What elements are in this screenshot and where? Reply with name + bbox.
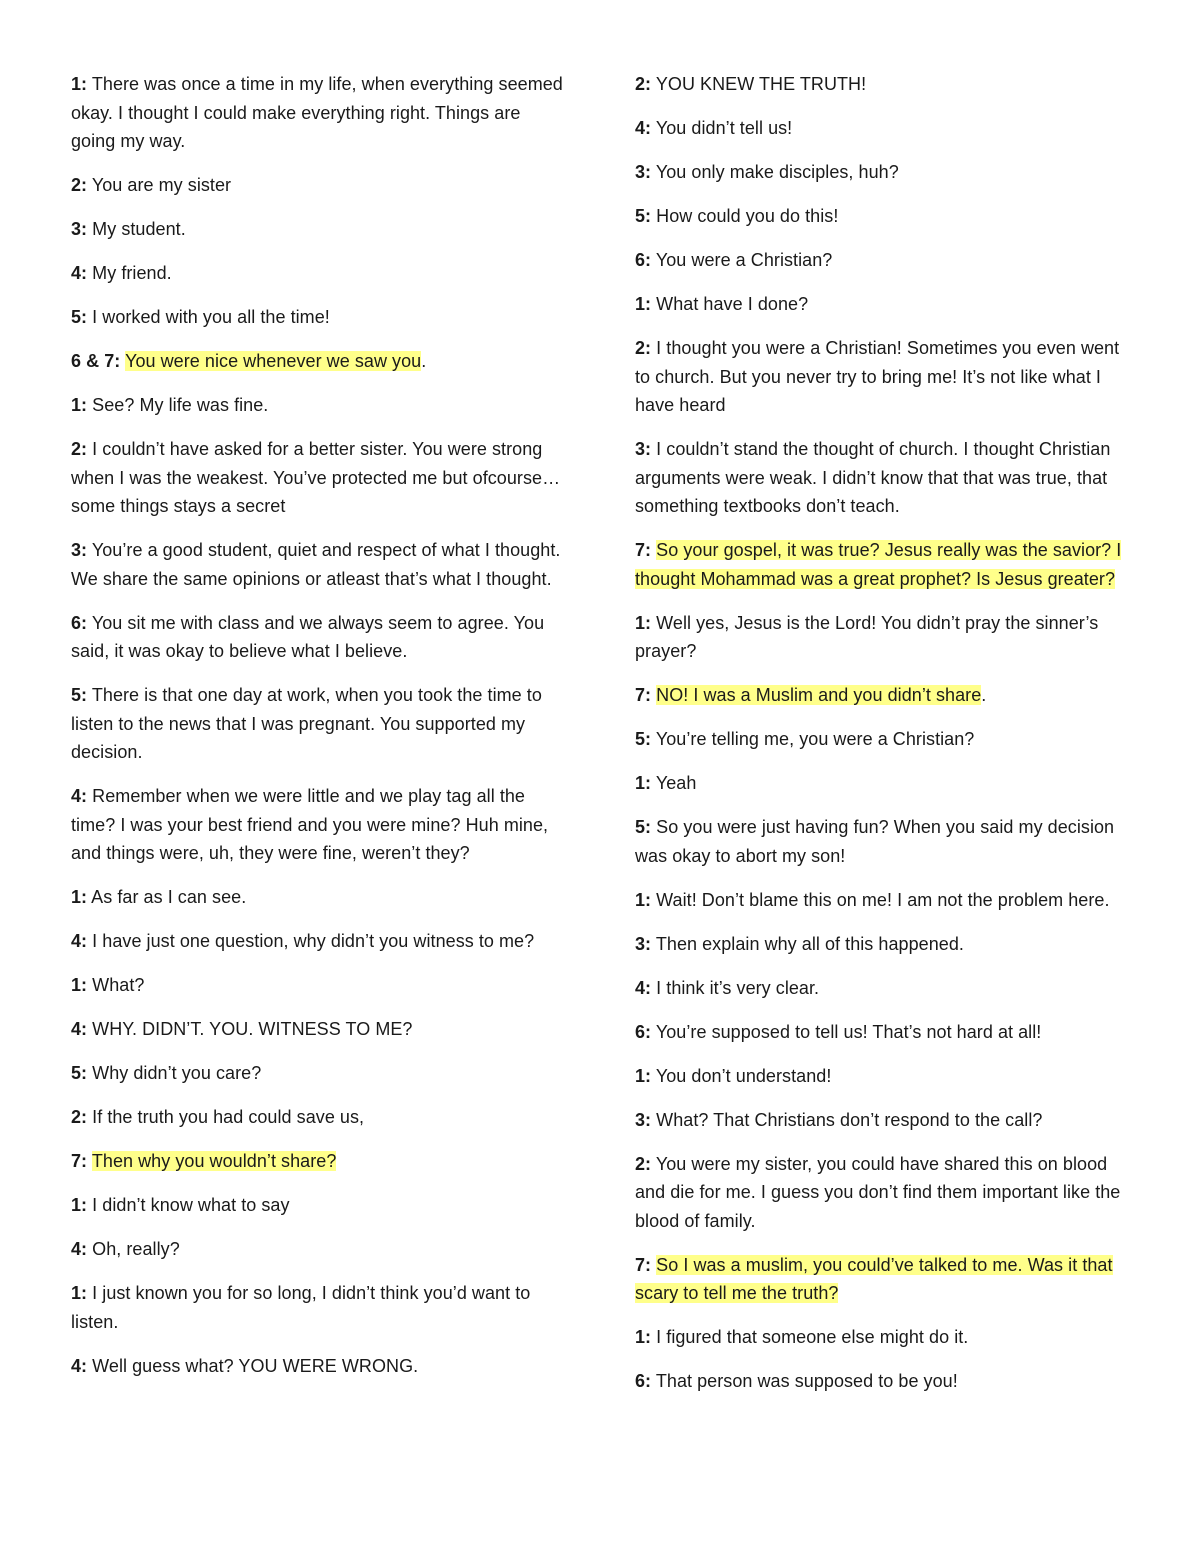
speaker-label: 4: [71, 1355, 88, 1376]
highlighted-line-text: Then why you wouldn’t share? [91, 1151, 337, 1171]
speaker-label: 4: [71, 263, 88, 283]
line-text: My student. [92, 219, 186, 239]
dialogue-line [635, 70, 1130, 99]
speaker-label: 2: [635, 1153, 652, 1174]
speaker-label: 1: [635, 294, 652, 314]
line-text: There was once a time in my life, when everything seemed okay. I thought I could make everything right. Things are going my way. [71, 74, 563, 151]
left-column [71, 70, 566, 1396]
line-text: Why didn’t you care? [92, 1063, 262, 1083]
dialogue-line [71, 681, 566, 767]
dialogue-line [635, 158, 1130, 187]
speaker-label: 4: [635, 118, 652, 138]
speaker-label: 2: [71, 1107, 88, 1127]
dialogue-line [635, 974, 1130, 1003]
speaker-label: 6: [635, 1021, 652, 1042]
highlighted-line-text: You were nice whenever we saw you [125, 351, 422, 371]
line-text: So you were just having fun? When you said my decision was okay to abort my son! [635, 817, 1115, 866]
line-text: If the truth you had could save us, [92, 1107, 365, 1127]
line-text: What have I done? [656, 294, 809, 314]
speaker-label: 3: [635, 933, 652, 954]
speaker-label: 1: [635, 1327, 652, 1347]
dialogue-line [71, 927, 566, 956]
highlighted-line-text: So your gospel, it was true? Jesus really was the savior? I thought Mohammad was a great prophet? Is Jesus greater? [635, 540, 1122, 589]
line-text: You are my sister [91, 175, 232, 195]
dialogue-line [635, 202, 1130, 231]
line-text: You only make disciples, huh? [655, 162, 899, 182]
dialogue-line [71, 70, 566, 156]
speaker-label: 3: [635, 162, 652, 182]
dialogue-line [635, 1062, 1130, 1091]
line-text: You were my sister, you could have shared this on blood and die for me. I guess you don’t find them important like the blood of family. [635, 1153, 1121, 1231]
line-text: What? [92, 975, 145, 995]
speaker-label: 2: [635, 74, 652, 94]
speaker-label: 5: [635, 206, 652, 226]
dialogue-line [635, 886, 1130, 915]
dialogue-line [635, 334, 1130, 420]
speaker-label: 4: [71, 1019, 88, 1039]
line-text: I didn’t know what to say [92, 1195, 290, 1215]
line-text: You sit me with class and we always seem to agree. You said, it was okay to believe what I believe. [71, 612, 545, 661]
line-text: As far as I can see. [91, 887, 247, 907]
line-text: That person was supposed to be you! [655, 1371, 958, 1391]
speaker-label: 4: [71, 786, 88, 806]
dialogue-line [71, 303, 566, 332]
dialogue-line [71, 883, 566, 912]
line-text: Oh, really? [92, 1239, 180, 1259]
highlighted-line-text: So I was a muslim, you could’ve talked to me. Was it that scary to tell me the truth? [635, 1254, 1113, 1303]
dialogue-line [635, 681, 1130, 710]
line-text: What? That Christians don’t respond to the call? [656, 1109, 1043, 1130]
speaker-label: 1: [71, 74, 88, 94]
speaker-label: 3: [635, 1109, 652, 1130]
line-text: I just known you for so long, I didn’t think you’d want to listen. [71, 1283, 531, 1332]
dialogue-line [71, 1103, 566, 1132]
speaker-label: 3: [71, 540, 88, 560]
speaker-label: 1: [71, 1195, 88, 1215]
speaker-label: 1: [635, 889, 652, 910]
dialogue-line [71, 1191, 566, 1220]
dialogue-line [71, 1279, 566, 1336]
line-text: You’re a good student, quiet and respect of what I thought. We share the same opinions or atleast that’s what I thought. [71, 540, 561, 589]
line-text: I couldn’t stand the thought of church. I thought Christian arguments were weak. I didn’t know that that was true, that something textbooks don’t teach. [635, 439, 1111, 516]
speaker-label: 6: [635, 250, 652, 270]
dialogue-line [71, 1015, 566, 1044]
speaker-label: 6 & 7: [71, 351, 121, 371]
speaker-label: 5: [71, 1063, 88, 1083]
speaker-label: 1: [71, 887, 88, 907]
dialogue-line [71, 171, 566, 200]
dialogue-line [635, 609, 1130, 666]
speaker-label: 5: [635, 729, 652, 749]
dialogue-line [71, 782, 566, 868]
line-text: You’re supposed to tell us! That’s not hard at all! [655, 1021, 1042, 1042]
line-text-tail: . [981, 685, 987, 705]
speaker-label: 1: [71, 395, 88, 415]
dialogue-line [635, 246, 1130, 275]
dialogue-line [635, 536, 1130, 593]
dialogue-line [71, 391, 566, 420]
dialogue-line [71, 536, 566, 593]
line-text: You didn’t tell us! [655, 118, 793, 138]
dialogue-line [635, 114, 1130, 143]
dialogue-line [71, 1059, 566, 1088]
speaker-label: 7: [635, 540, 652, 560]
dialogue-line [71, 1147, 566, 1176]
speaker-label: 2: [635, 338, 652, 358]
dialogue-line [635, 930, 1130, 959]
line-text: I thought you were a Christian! Sometimes you even went to church. But you never try to bring me! It’s not like what I have heard [635, 338, 1120, 415]
line-text: I think it’s very clear. [656, 977, 820, 998]
speaker-label: 3: [635, 439, 652, 459]
dialogue-line [635, 1251, 1130, 1308]
dialogue-line [635, 813, 1130, 870]
dialogue-line [71, 1235, 566, 1264]
highlighted-line-text: NO! I was a Muslim and you didn’t share [656, 685, 982, 705]
line-text: Wait! Don’t blame this on me! I am not the problem here. [656, 889, 1110, 910]
line-text: YOU KNEW THE TRUTH! [655, 74, 867, 94]
dialogue-line [71, 259, 566, 288]
line-text: I worked with you all the time! [92, 307, 330, 327]
dialogue-line [71, 435, 566, 521]
speaker-label: 4: [71, 1239, 88, 1259]
speaker-label: 5: [71, 685, 88, 705]
dialogue-line [635, 725, 1130, 754]
right-column [635, 70, 1130, 1411]
speaker-label: 2: [71, 439, 88, 459]
line-text: You were a Christian? [655, 250, 833, 270]
dialogue-line [71, 971, 566, 1000]
speaker-label: 7: [635, 685, 652, 705]
dialogue-line [635, 1150, 1130, 1236]
dialogue-line [635, 1018, 1130, 1047]
speaker-label: 4: [635, 977, 652, 998]
dialogue-line [71, 347, 566, 376]
line-text: Then explain why all of this happened. [655, 933, 964, 954]
speaker-label: 1: [635, 773, 652, 793]
line-text: Well yes, Jesus is the Lord! You didn’t pray the sinner’s prayer? [635, 612, 1099, 661]
dialogue-line [635, 1323, 1130, 1352]
speaker-label: 3: [71, 219, 88, 239]
line-text: You’re telling me, you were a Christian? [655, 729, 975, 749]
speaker-label: 4: [71, 931, 88, 951]
dialogue-line [71, 215, 566, 244]
speaker-label: 5: [635, 817, 652, 837]
speaker-label: 1: [635, 1065, 652, 1086]
dialogue-line [635, 435, 1130, 521]
line-text: Well guess what? YOU WERE WRONG. [92, 1355, 419, 1376]
dialogue-line [71, 1352, 566, 1381]
speaker-label: 1: [71, 1283, 88, 1303]
dialogue-line [635, 769, 1130, 798]
dialogue-line [635, 1106, 1130, 1135]
speaker-label: 1: [635, 612, 652, 633]
line-text: I figured that someone else might do it. [656, 1327, 969, 1347]
line-text: There is that one day at work, when you took the time to listen to the news that I was pregnant. You supported my decision. [71, 685, 542, 762]
line-text: Remember when we were little and we play tag all the time? I was your best friend and you were mine? Huh mine, and things were, uh, they were fine, weren’t they? [71, 786, 549, 863]
line-text: My friend. [92, 263, 172, 283]
line-text: I have just one question, why didn’t you witness to me? [92, 931, 535, 951]
line-text: Yeah [655, 773, 697, 793]
line-text: See? My life was fine. [92, 395, 269, 415]
line-text: How could you do this! [656, 206, 839, 226]
line-text-tail: . [421, 351, 427, 371]
speaker-label: 5: [71, 307, 88, 327]
dialogue-line [635, 1367, 1130, 1396]
line-text: I couldn’t have asked for a better sister. You were strong when I was the weakest. You’ve protected me but ofcourse… some things stays a secret [71, 439, 561, 516]
line-text: You don’t understand! [655, 1065, 832, 1086]
dialogue-line [635, 290, 1130, 319]
speaker-label: 7: [71, 1151, 88, 1171]
speaker-label: 7: [635, 1254, 652, 1275]
speaker-label: 2: [71, 175, 88, 195]
speaker-label: 6: [635, 1371, 652, 1391]
dialogue-line [71, 609, 566, 666]
line-text: WHY. DIDN’T. YOU. WITNESS TO ME? [92, 1019, 413, 1039]
speaker-label: 6: [71, 612, 88, 633]
speaker-label: 1: [71, 975, 88, 995]
